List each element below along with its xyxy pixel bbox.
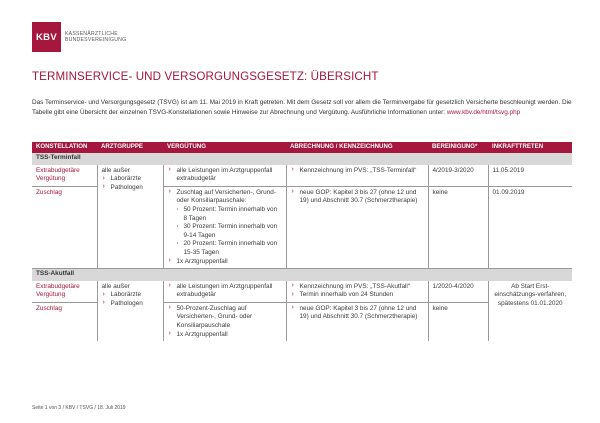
intro-paragraph	[32, 98, 572, 117]
abrechnung-item: › neue GOP: Kapitel 3 bis 27 (ohne 12 und 19) und Abschnitt 30.7 (Schmerztherapie)	[291, 189, 424, 206]
verguetung-item: › alle Leistungen im Arztgruppenfall extrabudgetär	[168, 167, 282, 184]
bereinigung-cell: keine	[428, 186, 488, 268]
verguetung-subitem: · 30 Prozent: Termin innerhalb von 9-14 Tagen	[168, 223, 282, 240]
section-row-terminfall	[32, 153, 572, 165]
verguetung-item: › 50-Prozent-Zuschlag auf Versicherten-, Grund- oder Konsiliarpauschale	[168, 305, 282, 331]
header-inkrafttreten: INKRAFTTRETEN	[488, 142, 572, 153]
verguetung-subitem: · 20 Prozent: Termin innerhalb von 15-35 Tagen	[168, 240, 282, 257]
verguetung-item: › alle Leistungen im Arztgruppenfall extrabudgetär	[168, 283, 282, 300]
header-verguetung: VERGÜTUNG	[163, 142, 286, 153]
kbv-logo	[32, 22, 126, 52]
inkrafttreten-cell: 11.05.2019	[488, 165, 572, 187]
logo-line-2: BUNDESVEREINIGUNG	[65, 37, 127, 43]
header-arztgruppe: ARZTGRUPPE	[97, 142, 163, 153]
arztgruppe-cell	[97, 281, 163, 342]
bereinigung-cell: 1/2020-4/2020	[428, 281, 488, 303]
verguetung-cell	[163, 302, 286, 341]
bereinigung-cell: keine	[428, 302, 488, 341]
table-row	[32, 165, 572, 187]
verguetung-item: › 1x Arztgruppenfall	[168, 258, 282, 267]
abrechnung-item: › neue GOP: Kapitel 3 bis 27 (ohne 12 und 19) und Abschnitt 30.7 (Schmerztherapie)	[291, 305, 424, 322]
verguetung-item: › Zuschlag auf Versicherten-, Grund- oder Konsiliarpauschale:	[168, 189, 282, 206]
arztgruppe-cell	[97, 165, 163, 269]
abrechnung-item: › Kennzeichnung im PVS: „TSS-Akutfall“	[291, 283, 424, 292]
logo-text	[65, 31, 126, 44]
inkrafttreten-cell: 01.09.2019	[488, 186, 572, 268]
page-footer: Seite 1 von 3 / KBV / TSVG / 18. Juli 2019	[32, 405, 126, 411]
header-konstellation: KONSTELLATION	[32, 142, 97, 153]
arztgruppe-exception: › Laborärzte	[102, 175, 159, 184]
arztgruppe-exception: › Pathologen	[102, 300, 159, 309]
arztgruppe-exception: › Pathologen	[102, 184, 159, 193]
abrechnung-item: › Kennzeichnung im PVS: „TSS-Terminfall“	[291, 167, 424, 176]
section-row-akutfall	[32, 269, 572, 281]
intro-text: Das Terminservice- und Versorgungsgesetz (TSVG) ist am 11. Mai 2019 in Kraft getreten. Mit dem Gesetz soll vor allem die Terminvergabe für gesetzlich Versicherte beschleunigt werden. Die Tabelle gibt eine Übersicht der einzelnen TSVG-Konstellationen sowie Hinweise zur Abrechnung und Vergütung. Ausführliche Informationen unter:	[32, 99, 572, 116]
konstellation-cell: Zuschlag	[36, 304, 62, 312]
section-title: TSS-Akutfall	[32, 269, 572, 281]
verguetung-cell	[163, 281, 286, 303]
abrechnung-cell	[286, 281, 428, 303]
logo-mark: KBV	[32, 22, 61, 52]
inkrafttreten-cell: Ab Start Erst-einschätzungs-verfahren, spätestens 01.01.2020	[488, 281, 572, 342]
table-header-row	[32, 142, 572, 153]
tsvg-table	[32, 142, 572, 341]
konstellation-cell: Zuschlag	[32, 186, 97, 268]
arztgruppe-all: alle außer	[101, 166, 130, 174]
verguetung-item: › 1x Arztgruppenfall	[168, 331, 282, 340]
header-bereinigung: BEREINIGUNG*	[428, 142, 488, 153]
verguetung-cell	[163, 165, 286, 187]
page-title: TERMINSERVICE- UND VERSORGUNGSGESETZ: ÜBERSICHT	[32, 70, 379, 83]
konstellation-cell: Extrabudgetäre Vergütung	[32, 281, 97, 303]
logo-line-1: KASSENÄRZTLICHE	[65, 30, 118, 37]
section-title: TSS-Terminfall	[32, 153, 572, 165]
bereinigung-cell: 4/2019-3/2020	[428, 165, 488, 187]
table-row	[32, 281, 572, 303]
abrechnung-cell	[286, 302, 428, 341]
verguetung-cell	[163, 186, 286, 268]
abrechnung-cell	[286, 165, 428, 187]
info-link[interactable]: www.kbv.de/html/tsvg.php	[446, 108, 521, 116]
konstellation-cell: Extrabudgetäre Vergütung	[32, 165, 97, 187]
abrechnung-item: › Termin innerhalb von 24 Stunden	[291, 291, 424, 300]
arztgruppe-exception: › Laborärzte	[102, 291, 159, 300]
arztgruppe-all: alle außer	[101, 282, 130, 290]
verguetung-subitem: · 50 Prozent: Termin innerhalb von 8 Tagen	[168, 206, 282, 223]
abrechnung-cell	[286, 186, 428, 268]
header-abrechnung: ABRECHNUNG / KENNZEICHNUNG	[286, 142, 428, 153]
